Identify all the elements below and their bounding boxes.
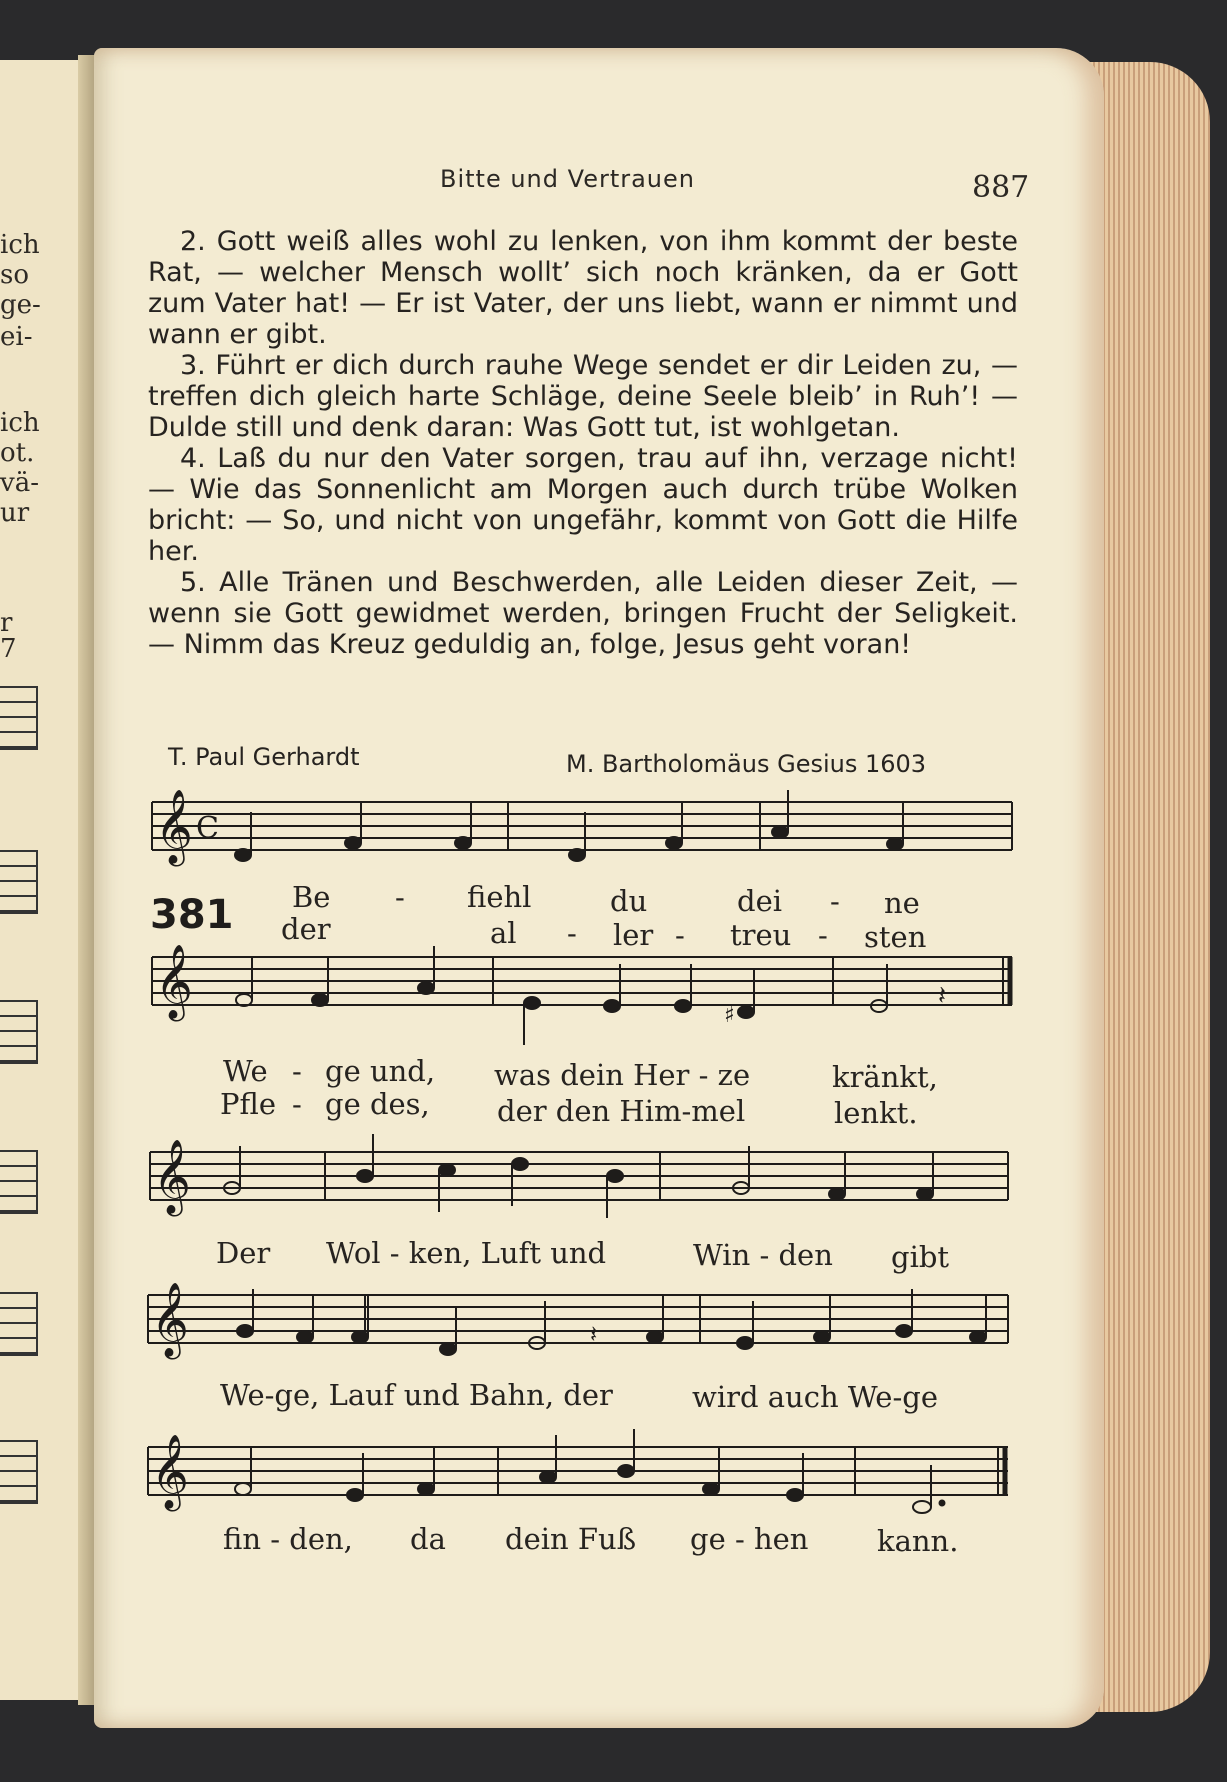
staff-3 <box>150 1152 1008 1200</box>
lyric: - <box>395 880 405 914</box>
staff-2 <box>152 957 1012 1005</box>
left-fragment: ge- <box>0 290 41 320</box>
sharp-icon: ♯ <box>724 1003 735 1028</box>
left-fragment: ich <box>0 230 40 260</box>
treble-clef-icon: 𝄞 <box>155 790 193 864</box>
lyric: Be <box>292 880 331 914</box>
staff-5 <box>148 1447 1008 1495</box>
verse: 2. Gott weiß alles wohl zu lenken, von ihm kommt der beste Rat, — welcher Mensch wollt’ sich noch kränken, da er Gott zum Vater hat! — Er ist Vater, der uns liebt, wann er nimmt und wann er gibt. <box>148 226 1018 350</box>
verse: 5. Alle Tränen und Beschwerden, alle Leiden dieser Zeit, — wenn sie Gott gewidmet werden, bringen Frucht der Seligkeit. — Nimm das Kreuz geduldig an, folge, Jesus geht voran! <box>148 567 1018 660</box>
treble-clef-icon: 𝄞 <box>151 1435 189 1509</box>
lyric: dei <box>737 884 783 918</box>
lyric: gibt <box>891 1240 950 1274</box>
notes-staff-2 <box>236 946 887 1045</box>
notes-staff-4 <box>237 1289 986 1355</box>
left-fragment: r <box>0 608 13 638</box>
lyric: - <box>675 918 685 952</box>
verse: 4. Laß du nur den Vater sorgen, trau auf ihn, verzage nicht! — Wie das Sonnenlicht am Morgen auch durch trübe Wolken bricht: — So, und nicht von ungefähr, kommt von Gott die Hilfe her. <box>148 443 1018 567</box>
page-header-title: Bitte und Vertrauen <box>440 165 695 193</box>
staff-4 <box>148 1295 1008 1343</box>
quarter-rest-icon: 𝄽 <box>938 981 946 1011</box>
lyric: - <box>292 1087 302 1121</box>
treble-clef-icon: 𝄞 <box>155 945 193 1019</box>
lyric: sten <box>864 920 927 954</box>
left-fragment: ot. <box>0 438 35 468</box>
lyric: We-ge, Lauf und Bahn, der <box>220 1378 613 1412</box>
lyric: Pfle <box>220 1087 277 1121</box>
left-fragment: ei- <box>0 322 33 352</box>
lyric: wird auch We-ge <box>692 1380 938 1414</box>
left-fragment: 7 <box>0 634 17 664</box>
left-fragment: so <box>0 260 29 290</box>
quarter-rest-icon: 𝄽 <box>590 1320 598 1348</box>
lyric: fiehl <box>467 880 532 914</box>
lyric: fin - den, <box>223 1522 353 1556</box>
text-author: T. Paul Gerhardt <box>168 743 360 771</box>
lyric: ge des, <box>325 1087 430 1121</box>
melody-author: M. Bartholomäus Gesius 1603 <box>566 750 927 778</box>
lyric: lenkt. <box>834 1096 918 1130</box>
common-time-icon: C <box>196 811 219 846</box>
left-fragment: vä- <box>0 468 39 498</box>
lyric: treu <box>730 918 792 952</box>
lyric: Wol - ken, Luft und <box>326 1236 607 1270</box>
lyric: ge - hen <box>690 1522 809 1556</box>
lyric: du <box>610 884 648 918</box>
left-fragment: ur <box>0 498 30 528</box>
treble-clef-icon: 𝄞 <box>153 1140 191 1214</box>
lyric: - <box>830 884 840 918</box>
lyric: da <box>410 1522 446 1556</box>
lyric: kann. <box>877 1524 959 1558</box>
verse: 3. Führt er dich durch rauhe Wege sendet er dir Leiden zu, — treffen dich gleich harte Schläge, deine Seele bleib’ in Ruh’! — Dulde still und denk daran: Was Gott tut, ist wohlgetan. <box>148 350 1018 443</box>
lyric: - <box>567 916 577 950</box>
lyric: der <box>281 912 331 946</box>
lyric: der den Him-mel <box>497 1094 746 1128</box>
lyric: Der <box>216 1236 271 1270</box>
lyric: - <box>292 1054 302 1088</box>
lyric: ge und, <box>325 1054 436 1088</box>
lyric: al <box>490 916 517 950</box>
lyric: We <box>223 1054 268 1088</box>
lyric: Win - den <box>693 1238 833 1272</box>
staff-1 <box>152 802 1012 850</box>
lyric: ne <box>884 886 920 920</box>
treble-clef-icon: 𝄞 <box>151 1283 189 1357</box>
lyric: dein Fuß <box>505 1522 637 1556</box>
lyric: ler <box>613 918 654 952</box>
hymn-number: 381 <box>150 892 234 938</box>
page-number: 887 <box>972 170 1030 205</box>
lyric: kränkt, <box>832 1060 938 1094</box>
lyric: was dein Her - ze <box>494 1058 751 1092</box>
lyric: - <box>818 918 828 952</box>
left-fragment: ich <box>0 408 40 438</box>
